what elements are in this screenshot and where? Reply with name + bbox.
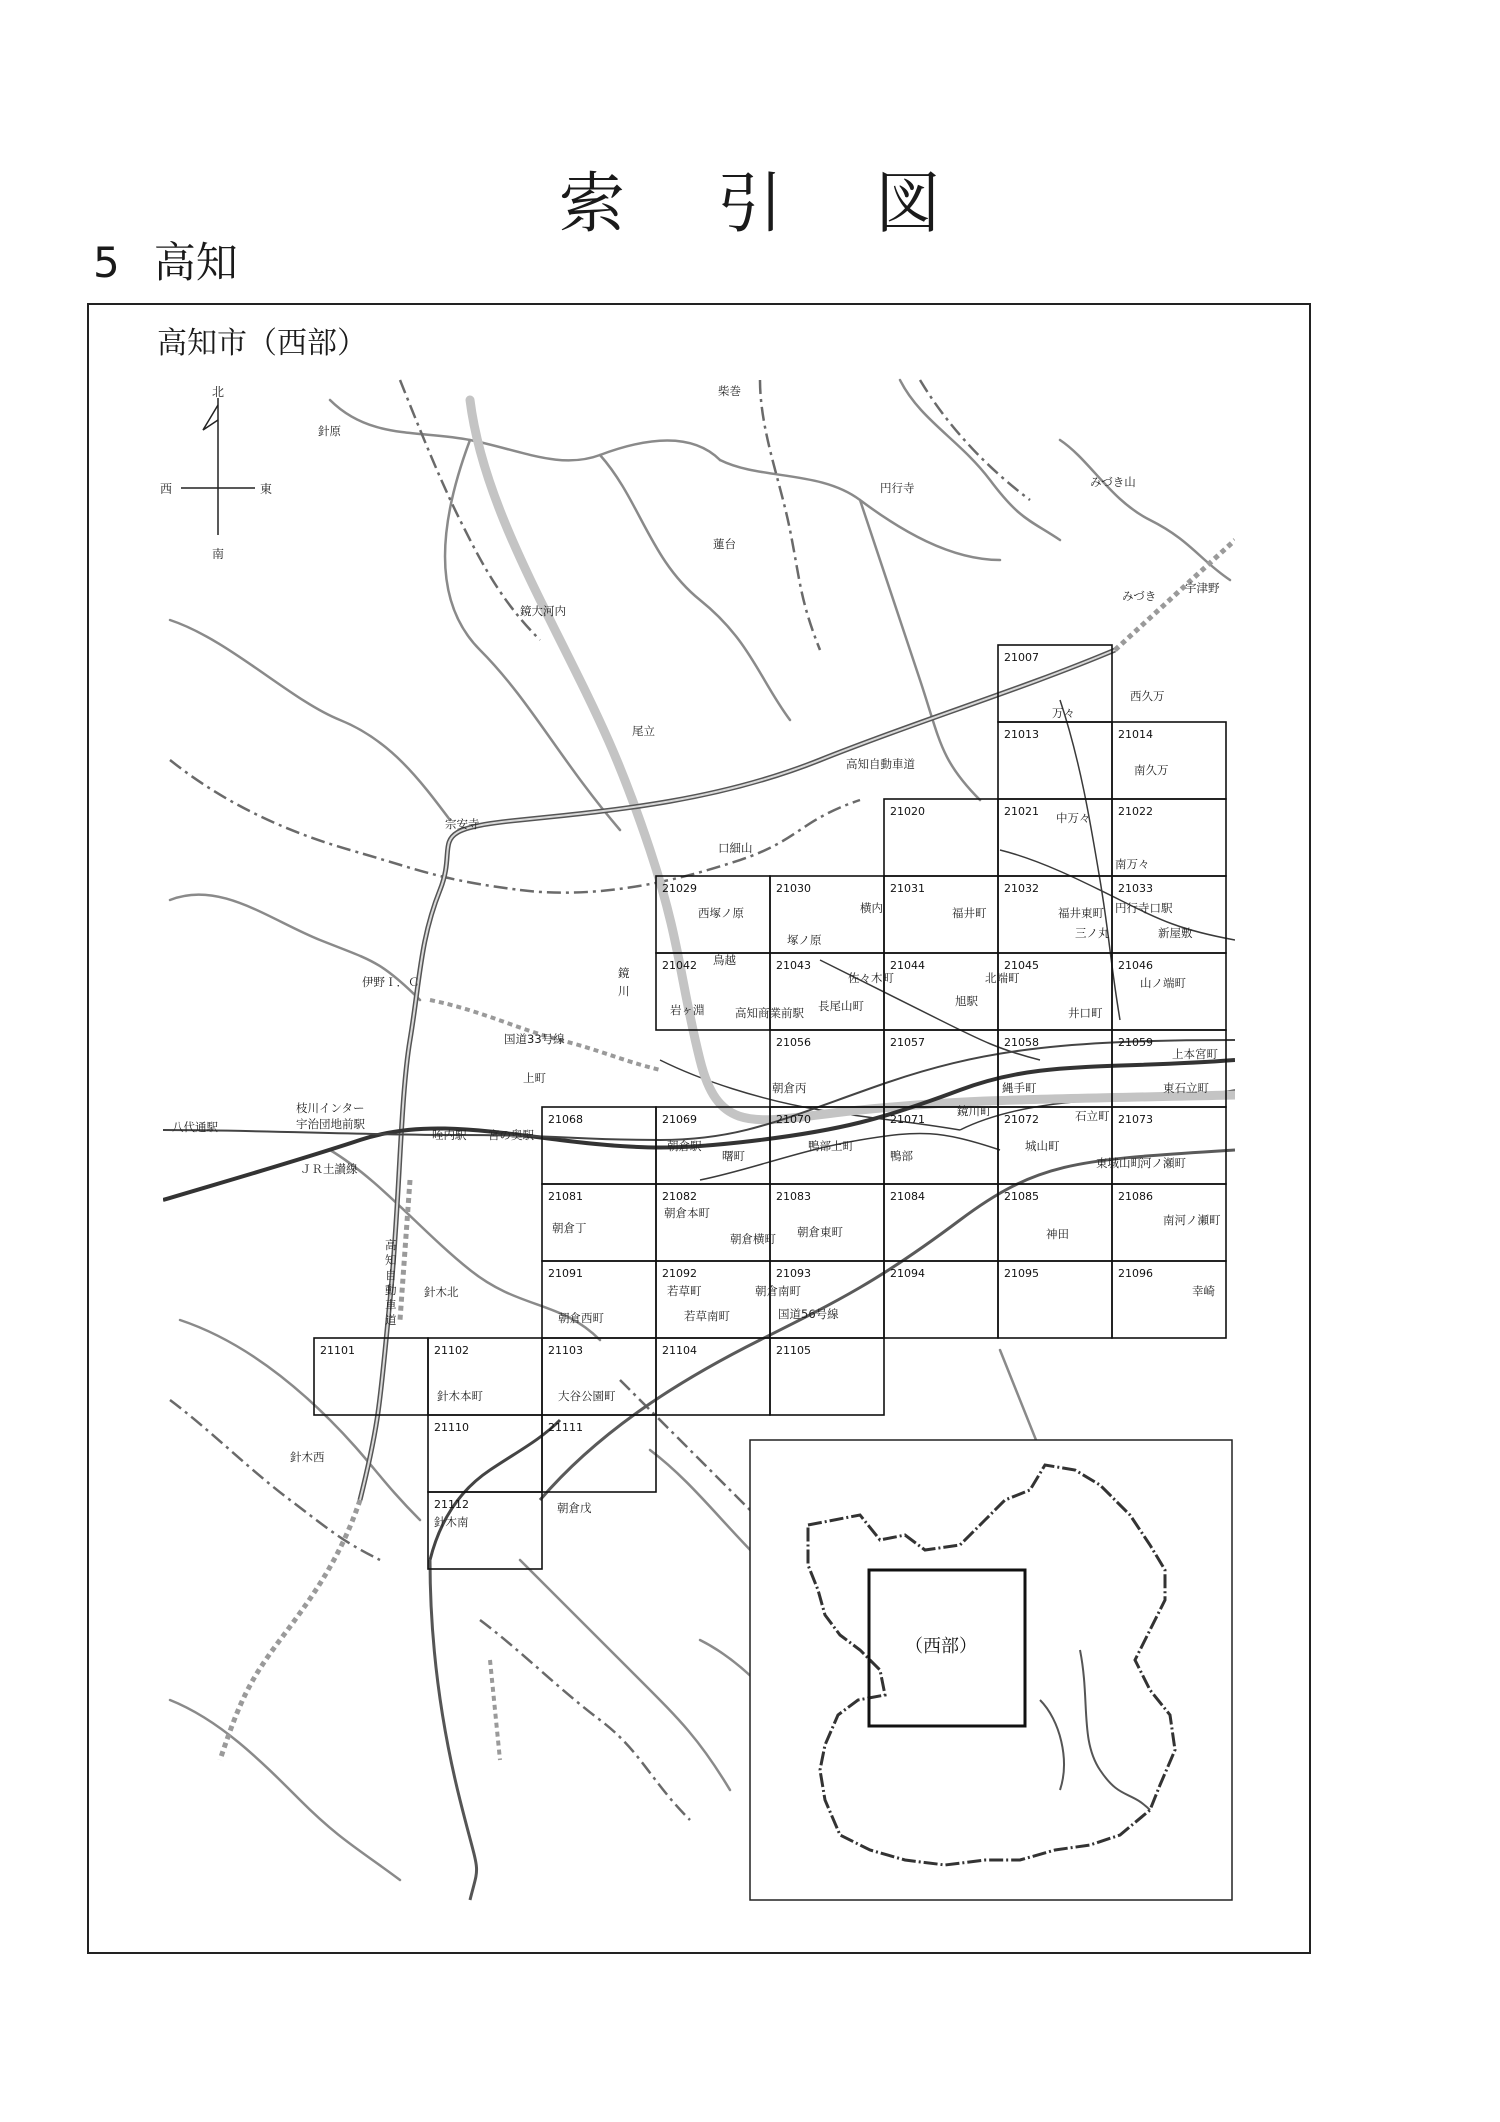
grid-cell-code: 21021 — [1004, 805, 1039, 818]
place-name: 伊野Ｉ．Ｃ — [362, 975, 420, 989]
grid-cell-code: 21082 — [662, 1190, 697, 1203]
place-name: 西塚ノ原 — [698, 906, 744, 920]
grid-cell-code: 21056 — [776, 1036, 811, 1049]
document-title: 索引図 — [559, 165, 1033, 242]
grid-cell-code: 21013 — [1004, 728, 1039, 741]
inset-west-area-label: （西部） — [905, 1636, 977, 1657]
place-name: 宇治団地前駅 — [296, 1117, 365, 1131]
place-name: 宗安寺 — [445, 817, 480, 831]
place-name: みづき山 — [1090, 475, 1136, 489]
compass-rose — [160, 385, 272, 561]
place-name: 知 — [385, 1253, 397, 1267]
place-name: 東城山町 — [1096, 1156, 1142, 1170]
place-name: 鴨部 — [890, 1149, 913, 1163]
place-name: 城山町 — [1025, 1139, 1060, 1153]
grid-cell-code: 21081 — [548, 1190, 583, 1203]
place-name: 鏡大河内 — [520, 604, 566, 618]
place-name: 大谷公園町 — [558, 1389, 616, 1403]
place-name: 若草南町 — [684, 1309, 730, 1323]
place-name: 蓮台 — [713, 537, 736, 551]
place-name: 針木西 — [290, 1450, 325, 1464]
grid-cell-code: 21059 — [1118, 1036, 1153, 1049]
grid-cell-code: 21045 — [1004, 959, 1039, 972]
place-name: 万々 — [1052, 706, 1075, 720]
place-name: 河ノ瀬町 — [1140, 1156, 1186, 1170]
place-name: 若草町 — [667, 1284, 702, 1298]
place-name-layer — [172, 384, 1221, 1529]
grid-cell-code: 21058 — [1004, 1036, 1039, 1049]
place-name: 円行寺 — [880, 481, 915, 495]
place-name: 西久万 — [1130, 689, 1165, 703]
place-name: 朝倉西町 — [558, 1311, 604, 1325]
place-name: 朝倉横町 — [730, 1232, 776, 1246]
grid-cell-code: 21096 — [1118, 1267, 1153, 1280]
place-name: 上本宮町 — [1172, 1047, 1218, 1061]
place-name: みづき — [1122, 589, 1157, 603]
grid-cell-code: 21042 — [662, 959, 697, 972]
place-name: 朝倉駅 — [667, 1139, 702, 1153]
grid-cell-code: 21069 — [662, 1113, 697, 1126]
grid-cell-code: 21111 — [548, 1421, 583, 1434]
place-name: 口細山 — [718, 841, 753, 855]
place-name: 岩ヶ淵 — [670, 1003, 705, 1017]
place-name: 三ノ丸 — [1075, 926, 1110, 940]
place-name: 高知商業前駅 — [735, 1006, 804, 1020]
grid-cell-code: 21029 — [662, 882, 697, 895]
grid-cell-code: 21086 — [1118, 1190, 1153, 1203]
place-name: 佐々木町 — [848, 971, 894, 985]
compass-west: 西 — [160, 482, 173, 496]
place-name: 朝倉東町 — [797, 1225, 843, 1239]
grid-cell-code: 21101 — [320, 1344, 355, 1357]
grid-cell-code: 21093 — [776, 1267, 811, 1280]
grid-cell-code: 21031 — [890, 882, 925, 895]
place-name: 自 — [385, 1268, 397, 1282]
place-name: 柴巻 — [718, 384, 741, 398]
place-name: 枝川インター — [296, 1101, 365, 1115]
place-name: 鳥越 — [713, 953, 736, 967]
place-name: 上町 — [523, 1071, 546, 1085]
place-name: 旭駅 — [955, 994, 978, 1008]
place-name: 道 — [385, 1313, 397, 1327]
sheet-index-grid — [314, 645, 1226, 1569]
place-name: 尾立 — [632, 724, 655, 738]
place-name: 宇津野 — [1185, 581, 1220, 595]
grid-cell-code: 21103 — [548, 1344, 583, 1357]
grid-cell-code: 21105 — [776, 1344, 811, 1357]
place-name: 神田 — [1046, 1227, 1069, 1241]
place-name: 幸崎 — [1192, 1284, 1215, 1298]
place-name: 国道33号線 — [504, 1032, 565, 1046]
grid-cell-code: 21032 — [1004, 882, 1039, 895]
place-name: 南万々 — [1115, 857, 1150, 871]
grid-cell-code: 21057 — [890, 1036, 925, 1049]
inset-locator-map — [750, 1440, 1232, 1900]
grid-cell-code: 21091 — [548, 1267, 583, 1280]
place-name: 長尾山町 — [818, 999, 864, 1013]
grid-cell-code: 21112 — [434, 1498, 469, 1511]
grid-cell-code: 21033 — [1118, 882, 1153, 895]
grid-cell-code: 21007 — [1004, 651, 1039, 664]
compass-north: 北 — [212, 385, 225, 399]
grid-cell-code: 21092 — [662, 1267, 697, 1280]
grid-cell-code: 21030 — [776, 882, 811, 895]
place-name: 川 — [618, 984, 630, 998]
place-name: 朝倉丙 — [772, 1081, 807, 1095]
place-name: 針原 — [318, 424, 341, 438]
place-name: 朝倉戊 — [557, 1501, 592, 1515]
grid-cell-code: 21083 — [776, 1190, 811, 1203]
place-name: 福井東町 — [1058, 906, 1104, 920]
place-name: 中万々 — [1056, 811, 1091, 825]
place-name: 鴨部上町 — [808, 1139, 854, 1153]
section-name: 高知 — [153, 238, 238, 287]
place-name: 曙町 — [722, 1149, 745, 1163]
grid-cell-code: 21073 — [1118, 1113, 1153, 1126]
place-name: 塚ノ原 — [787, 933, 822, 947]
grid-cell-code: 21072 — [1004, 1113, 1039, 1126]
place-name: 高知自動車道 — [846, 757, 915, 771]
place-name: 井口町 — [1068, 1006, 1103, 1020]
grid-cell-code: 21084 — [890, 1190, 925, 1203]
grid-cell-code: 21071 — [890, 1113, 925, 1126]
place-name: 国道56号線 — [778, 1307, 839, 1321]
place-name: 宮の奥駅 — [488, 1128, 534, 1142]
grid-cell-code: 21085 — [1004, 1190, 1039, 1203]
place-name: 円行寺口駅 — [1115, 901, 1173, 915]
grid-cell-code: 21014 — [1118, 728, 1153, 741]
place-name: 針木本町 — [437, 1389, 483, 1403]
grid-cell-code: 21022 — [1118, 805, 1153, 818]
grid-cell-code: 21043 — [776, 959, 811, 972]
place-name: 北端町 — [985, 971, 1020, 985]
place-name: 鏡川町 — [957, 1104, 992, 1118]
grid-cell-code: 21044 — [890, 959, 925, 972]
grid-cell-code: 21095 — [1004, 1267, 1039, 1280]
place-name: 福井町 — [952, 906, 987, 920]
place-name: 縄手町 — [1002, 1081, 1037, 1095]
grid-cell-code: 21070 — [776, 1113, 811, 1126]
place-name: 高 — [385, 1238, 397, 1252]
grid-cell-code: 21046 — [1118, 959, 1153, 972]
place-name: 山ノ端町 — [1140, 976, 1186, 990]
place-name: 咥内駅 — [432, 1128, 467, 1142]
section-number: 5 — [93, 238, 120, 287]
grid-cell-code: 21094 — [890, 1267, 925, 1280]
compass-south: 南 — [212, 547, 225, 561]
place-name: 朝倉丁 — [552, 1221, 587, 1235]
place-name: ＪＲ土讃線 — [300, 1162, 358, 1176]
place-name: 針木南 — [434, 1515, 469, 1529]
map-subtitle: 高知市（西部） — [157, 326, 367, 361]
place-name: 石立町 — [1075, 1109, 1110, 1123]
place-name: 南河ノ瀬町 — [1163, 1213, 1221, 1227]
place-name: 新屋敷 — [1158, 926, 1193, 940]
grid-cell-code: 21068 — [548, 1113, 583, 1126]
place-name: 朝倉南町 — [755, 1284, 801, 1298]
place-name: 針木北 — [424, 1285, 459, 1299]
place-name: 横内 — [860, 901, 883, 915]
place-name: 八代通駅 — [172, 1120, 218, 1134]
place-name: 車 — [385, 1298, 397, 1312]
grid-cell-code: 21110 — [434, 1421, 469, 1434]
grid-cell-code: 21104 — [662, 1344, 697, 1357]
place-name: 東石立町 — [1163, 1081, 1209, 1095]
grid-cell-code: 21020 — [890, 805, 925, 818]
place-name: 鏡 — [618, 966, 630, 980]
compass-east: 東 — [260, 482, 273, 496]
grid-cell-code: 21102 — [434, 1344, 469, 1357]
place-name: 朝倉本町 — [664, 1206, 710, 1220]
place-name: 動 — [385, 1283, 397, 1297]
place-name: 南久万 — [1134, 763, 1169, 777]
